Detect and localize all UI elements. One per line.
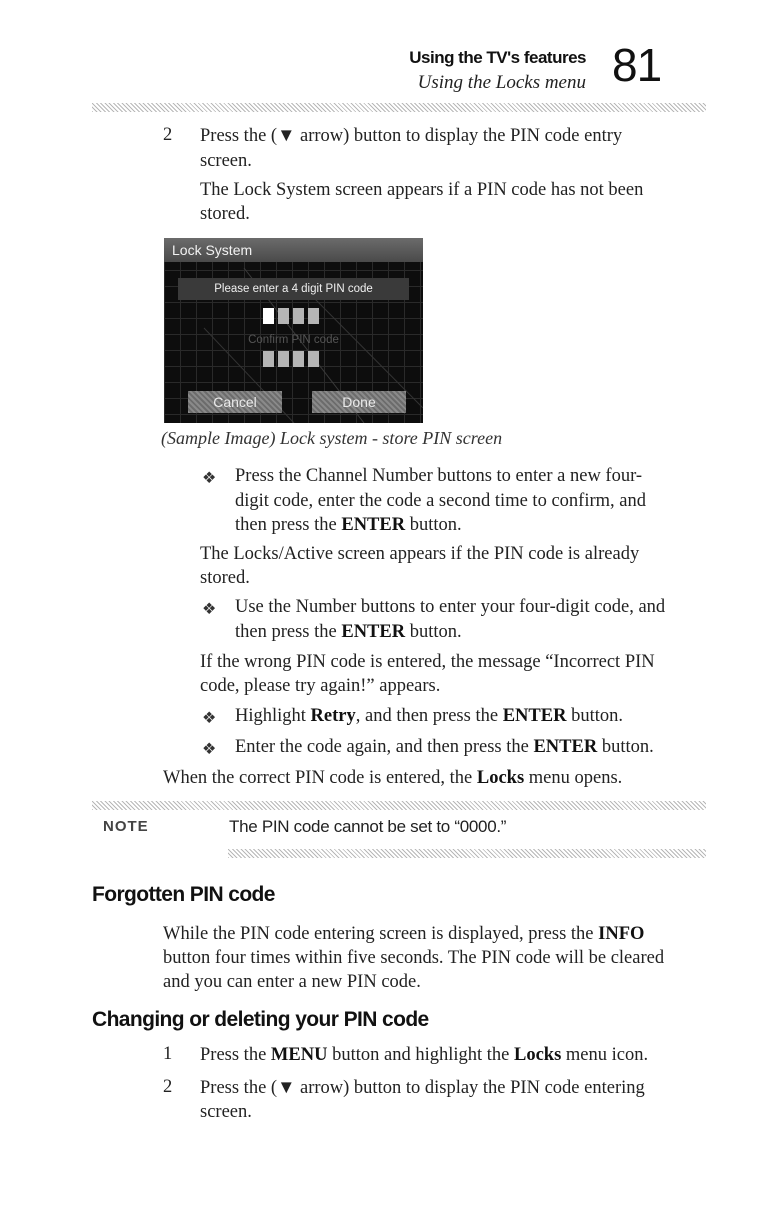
image-caption: (Sample Image) Lock system - store PIN screen xyxy=(161,428,503,448)
header-rule xyxy=(92,103,706,112)
subsection-title: Using the Locks menu xyxy=(417,72,586,93)
section-title: Using the TV's features xyxy=(409,48,586,67)
confirm-digit-1[interactable] xyxy=(263,351,274,367)
step-number: 1 xyxy=(163,1044,173,1064)
forgotten-line2: button four times within five seconds. The PIN code will be cleared xyxy=(163,948,665,968)
note-bottom-rule xyxy=(228,849,706,858)
pin-prompt: Please enter a 4 digit PIN code xyxy=(178,278,409,300)
confirm-pin-label: Confirm PIN code xyxy=(248,334,339,346)
done-button[interactable]: Done xyxy=(312,391,406,413)
forgotten-line1: While the PIN code entering screen is displayed, press the INFO xyxy=(163,924,645,944)
page-number: 81 xyxy=(612,39,662,91)
bullet1-line1: Press the Channel Number buttons to enter a new four- xyxy=(235,466,643,486)
bullet4: Enter the code again, and then press the ENTER button. xyxy=(235,737,654,757)
bullet1-line2: digit code, enter the code a second time to confirm, and xyxy=(235,491,646,511)
changing-step2-line1: Press the (▼ arrow) button to display the PIN code entering xyxy=(200,1078,645,1098)
bullet2-line1: Use the Number buttons to enter your four-digit code, and xyxy=(235,597,666,617)
pin-digit-4[interactable] xyxy=(308,308,319,324)
step-text-line2: screen. xyxy=(200,151,252,171)
confirm-pin-boxes[interactable] xyxy=(263,351,319,367)
bullet-icon: ❖ xyxy=(202,710,217,727)
step-text-line1: Press the (▼ arrow) button to display the PIN code entry xyxy=(200,126,623,146)
bullet-icon: ❖ xyxy=(202,470,217,487)
note-text: The PIN code cannot be set to “0000.” xyxy=(229,817,507,836)
pin-entry-boxes[interactable] xyxy=(263,308,319,324)
pin-digit-2[interactable] xyxy=(278,308,289,324)
locks-menu-opens: When the correct PIN code is entered, the Locks menu opens. xyxy=(163,768,623,788)
changing-step1: Press the MENU button and highlight the Locks menu icon. xyxy=(200,1045,649,1065)
forgotten-pin-heading: Forgotten PIN code xyxy=(92,883,275,906)
step-number: 2 xyxy=(163,125,173,145)
pin-digit-3[interactable] xyxy=(293,308,304,324)
wrong-pin-line1: If the wrong PIN code is entered, the message “Incorrect PIN xyxy=(200,652,655,672)
confirm-digit-2[interactable] xyxy=(278,351,289,367)
wrong-pin-line2: code, please try again!” appears. xyxy=(200,676,441,696)
forgotten-line3: and you can enter a new PIN code. xyxy=(163,972,421,992)
bullet1-line3: then press the ENTER button. xyxy=(235,515,462,535)
confirm-digit-3[interactable] xyxy=(293,351,304,367)
bullet2-line2: then press the ENTER button. xyxy=(235,622,462,642)
screen-title-bar: Lock System xyxy=(164,238,423,262)
bullet3: Highlight Retry, and then press the ENTER button. xyxy=(235,706,623,726)
step-number: 2 xyxy=(163,1077,173,1097)
note-top-rule xyxy=(92,801,706,810)
bullet-icon: ❖ xyxy=(202,601,217,618)
changing-pin-heading: Changing or deleting your PIN code xyxy=(92,1008,429,1031)
lock-system-screen-image xyxy=(164,238,423,423)
paragraph-line2: stored. xyxy=(200,204,250,224)
changing-step2-line2: screen. xyxy=(200,1102,252,1122)
cancel-button[interactable]: Cancel xyxy=(188,391,282,413)
paragraph-line1: The Lock System screen appears if a PIN code has not been xyxy=(200,180,644,200)
confirm-digit-4[interactable] xyxy=(308,351,319,367)
locks-active-line2: stored. xyxy=(200,568,250,588)
pin-digit-1[interactable] xyxy=(263,308,274,324)
bullet-icon: ❖ xyxy=(202,741,217,758)
note-label: NOTE xyxy=(103,818,149,835)
locks-active-line1: The Locks/Active screen appears if the PIN code is already xyxy=(200,544,640,564)
